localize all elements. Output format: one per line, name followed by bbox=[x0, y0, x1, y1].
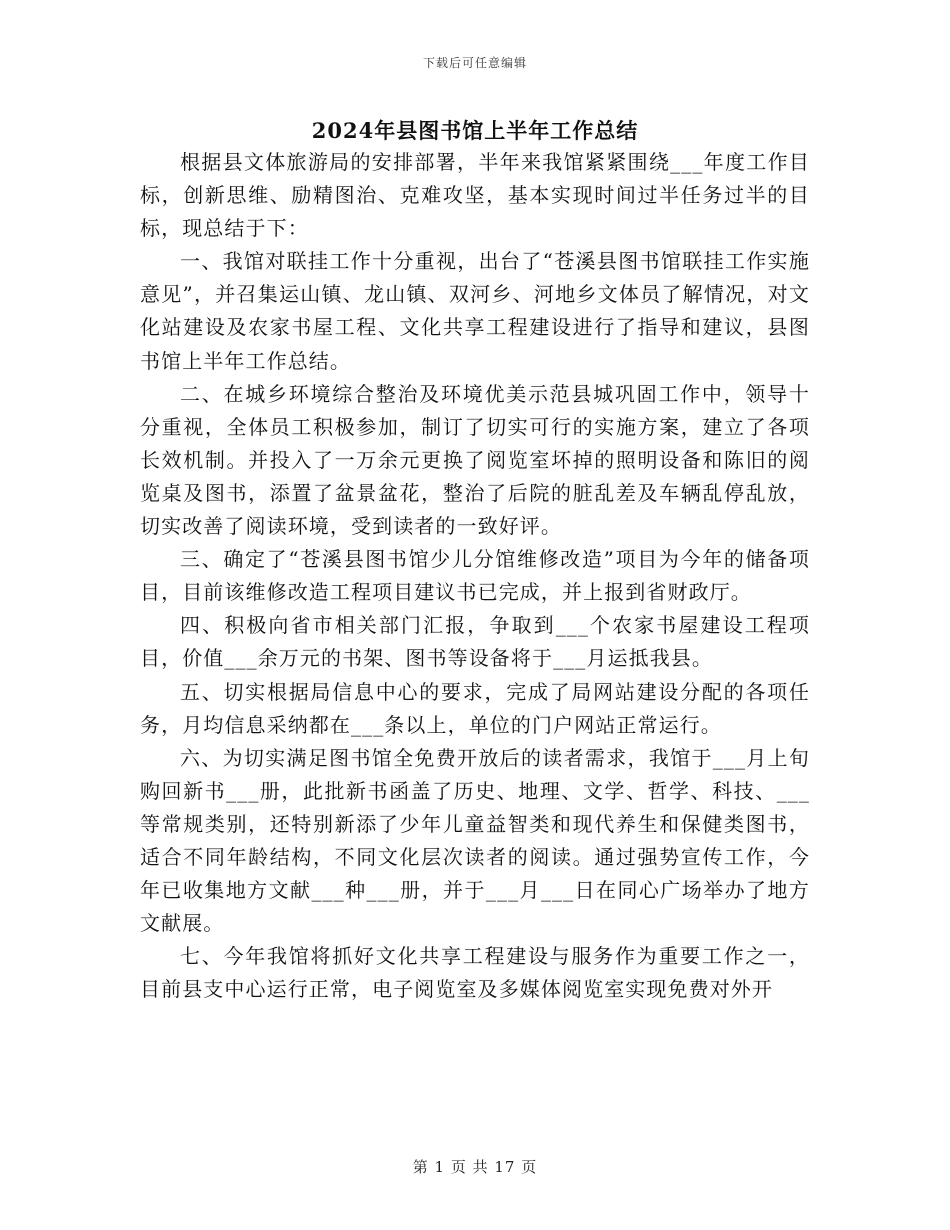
paragraph-3: 三、确定了“苍溪县图书馆少儿分馆维修改造”项目为今年的储备项目，目前该维修改造工程项目建议书已完成，并上报到省财政厅。 bbox=[140, 547, 810, 605]
paragraph-5: 五、切实根据局信息中心的要求，完成了局网站建设分配的各项任务，月均信息采纳都在___条以上，单位的门户网站正常运行。 bbox=[140, 679, 810, 737]
document-body bbox=[140, 146, 810, 1006]
paragraph-6: 六、为切实满足图书馆全免费开放后的读者需求，我馆于___月上旬购回新书___册，此批新书函盖了历史、地理、文学、哲学、科技、___等常规类别，还特别新添了少年儿童益智类和现代养生和保健类图书，适合不同年龄结构，不同文化层次读者的阅读。通过强势宣传工作，今年已收集地方文献___种___册，并于___月___日在同心广场举办了地方文献展。 bbox=[140, 745, 810, 936]
page-footer: 第 1 页 共 17 页 bbox=[412, 1158, 538, 1176]
header-note: 下载后可任意编辑 bbox=[422, 56, 527, 70]
paragraph-7: 七、今年我馆将抓好文化共享工程建设与服务作为重要工作之一，目前县支中心运行正常，电子阅览室及多媒体阅览室实现免费对外开 bbox=[140, 944, 810, 1002]
document-title: 2024年县图书馆上半年工作总结 bbox=[311, 118, 639, 143]
paragraph-1: 一、我馆对联挂工作十分重视，出台了“苍溪县图书馆联挂工作实施意见”，并召集运山镇、龙山镇、双河乡、河地乡文体员了解情况，对文化站建设及农家书屋工程、文化共享工程建设进行了指导和建议，县图书馆上半年工作总结。 bbox=[140, 249, 810, 373]
paragraph-2: 二、在城乡环境综合整治及环境优美示范县城巩固工作中，领导十分重视，全体员工积极参加，制订了切实可行的实施方案，建立了各项长效机制。并投入了一万余元更换了阅览室坏掉的照明设备和陈旧的阅览桌及图书，添置了盆景盆花，整治了后院的脏乱差及车辆乱停乱放，切实改善了阅读环境，受到读者的一致好评。 bbox=[140, 381, 810, 539]
paragraph-4: 四、积极向省市相关部门汇报，争取到___个农家书屋建设工程项目，价值___余万元的书架、图书等设备将于___月运抵我县。 bbox=[140, 613, 810, 671]
paragraph-intro: 根据县文体旅游局的安排部署，半年来我馆紧紧围绕___年度工作目标，创新思维、励精图治、克难攻坚，基本实现时间过半任务过半的目标，现总结于下： bbox=[140, 150, 810, 241]
